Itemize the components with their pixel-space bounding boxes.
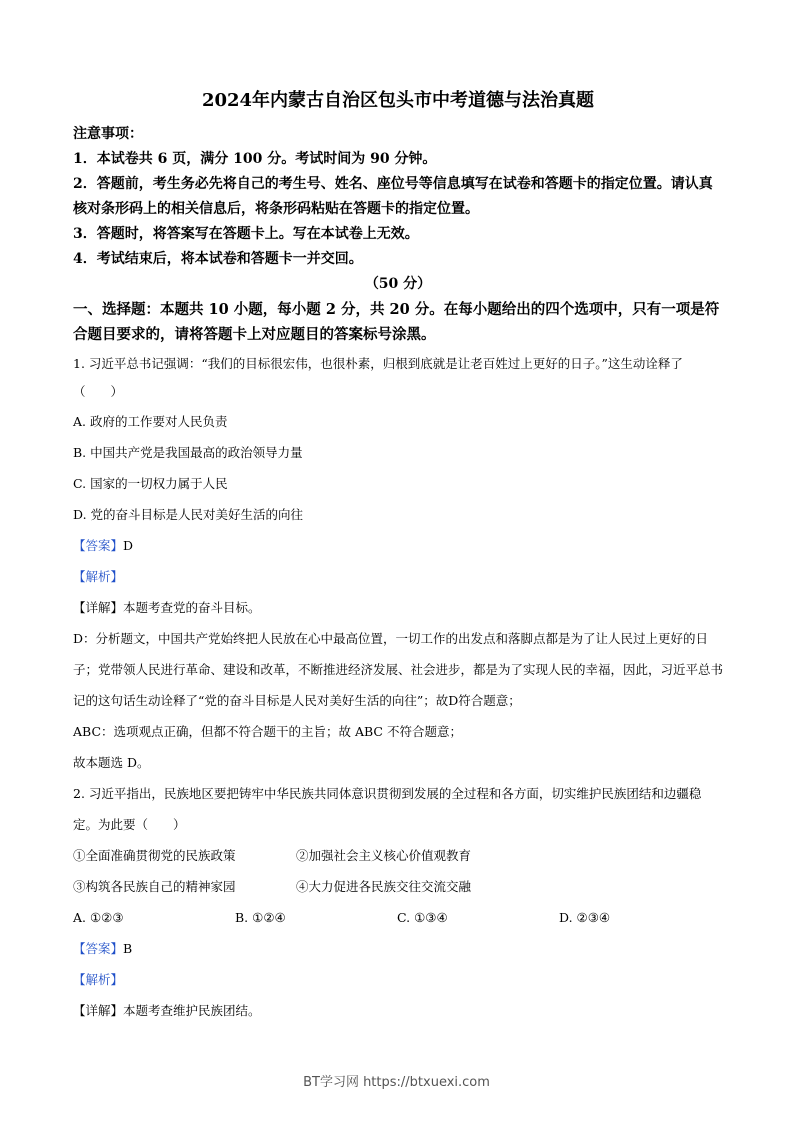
statement-item: ③构筑各民族自己的精神家园 (73, 879, 236, 894)
statement-item: ②加强社会主义核心价值观教育 (296, 848, 472, 863)
option-c: C. ①③④ (397, 910, 448, 925)
answer-value: D (123, 538, 134, 553)
abc-explanation: ABC：选项观点正确，但都不符合题干的主旨；故 ABC 不符合题意； (73, 724, 462, 739)
option-b: B. 中国共产党是我国最高的政治领导力量 (73, 445, 303, 460)
document-page (73, 88, 723, 1026)
question-2 (73, 778, 723, 1026)
option-c: C. 国家的一切权力属于人民 (73, 476, 228, 491)
answer-value: B (123, 941, 133, 956)
option-row (73, 902, 723, 933)
analysis-label: 【解析】 (73, 972, 124, 987)
notice-block (73, 122, 723, 272)
notice-item: 4．考试结束后，将本试卷和答题卡一并交回。 (73, 251, 363, 267)
conclusion-line: 故本题选 D。 (73, 755, 150, 770)
question-1 (73, 350, 723, 778)
page-title: 2024年内蒙古自治区包头市中考道德与法治真题 (201, 90, 595, 111)
notice-item: 3．答题时，将答案写在答题卡上。写在本试卷上无效。 (73, 226, 419, 242)
analysis-label: 【解析】 (73, 569, 124, 584)
answer-line (73, 933, 723, 964)
statement-row (73, 871, 723, 902)
option-d: D. ②③④ (559, 910, 611, 925)
statement-item: ①全面准确贯彻党的民族政策 (73, 848, 236, 863)
notice-item: 1．本试卷共 6 页，满分 100 分。考试时间为 90 分钟。 (73, 151, 437, 167)
analysis-tag (73, 964, 723, 995)
answer-tag: 【答案】 (73, 538, 124, 553)
answer-tag: 【答案】 (73, 941, 124, 956)
analysis-tag (73, 561, 723, 592)
option-d: D. 党的奋斗目标是人民对美好生活的向往 (73, 507, 304, 522)
explanation-text: D：分析题文，中国共产党始终把人民放在心中最高位置，一切工作的出发点和落脚点都是为了让人民过上更好的日子；党带领人民进行革命、建设和改革，不断推进经济发展、社会进步，都是为了实现人民的幸福，因此，习近平总书记的这句话生动诠释了“党的奋斗目标是人民对美好生活的向往”；故D符合题意； (73, 631, 724, 708)
footer-watermark: BT学习网 https://btxuexi.com (303, 1075, 490, 1090)
question-stem: 2. 习近平指出，民族地区要把铸牢中华民族共同体意识贯彻到发展的全过程和各方面，切实维护民族团结和边疆稳定。为此要（ ） (73, 786, 702, 832)
section-heading: 一、选择题：本题共 10 小题，每小题 2 分，共 20 分。在每小题给出的四个选项中，只有一项是符合题目要求的，请将答题卡上对应题目的答案标号涂黑。 (73, 301, 720, 343)
notice-heading: 注意事项： (73, 126, 143, 142)
option-a: A. ①②③ (73, 910, 124, 925)
statement-item: ④大力促进各民族交往交流交融 (296, 879, 472, 894)
detail-line: 【详解】本题考查维护民族团结。 (73, 1003, 261, 1018)
option-a: A. 政府的工作要对人民负责 (73, 414, 228, 429)
detail-line: 【详解】本题考查党的奋斗目标。 (73, 600, 261, 615)
statement-row (73, 840, 723, 871)
notice-item: 2．答题前，考生务必先将自己的考生号、姓名、座位号等信息填写在试卷和答题卡的指定位置。请认真核对条形码上的相关信息后，将条形码粘贴在答题卡的指定位置。 (73, 176, 713, 217)
option-b: B. ①②④ (235, 910, 286, 925)
answer-line (73, 530, 723, 561)
question-stem: 1. 习近平总书记强调：“我们的目标很宏伟，也很朴素，归根到底就是让老百姓过上更好的日子。”这生动诠释了（ ） (73, 356, 683, 399)
score-label: （50 分） (364, 276, 432, 292)
